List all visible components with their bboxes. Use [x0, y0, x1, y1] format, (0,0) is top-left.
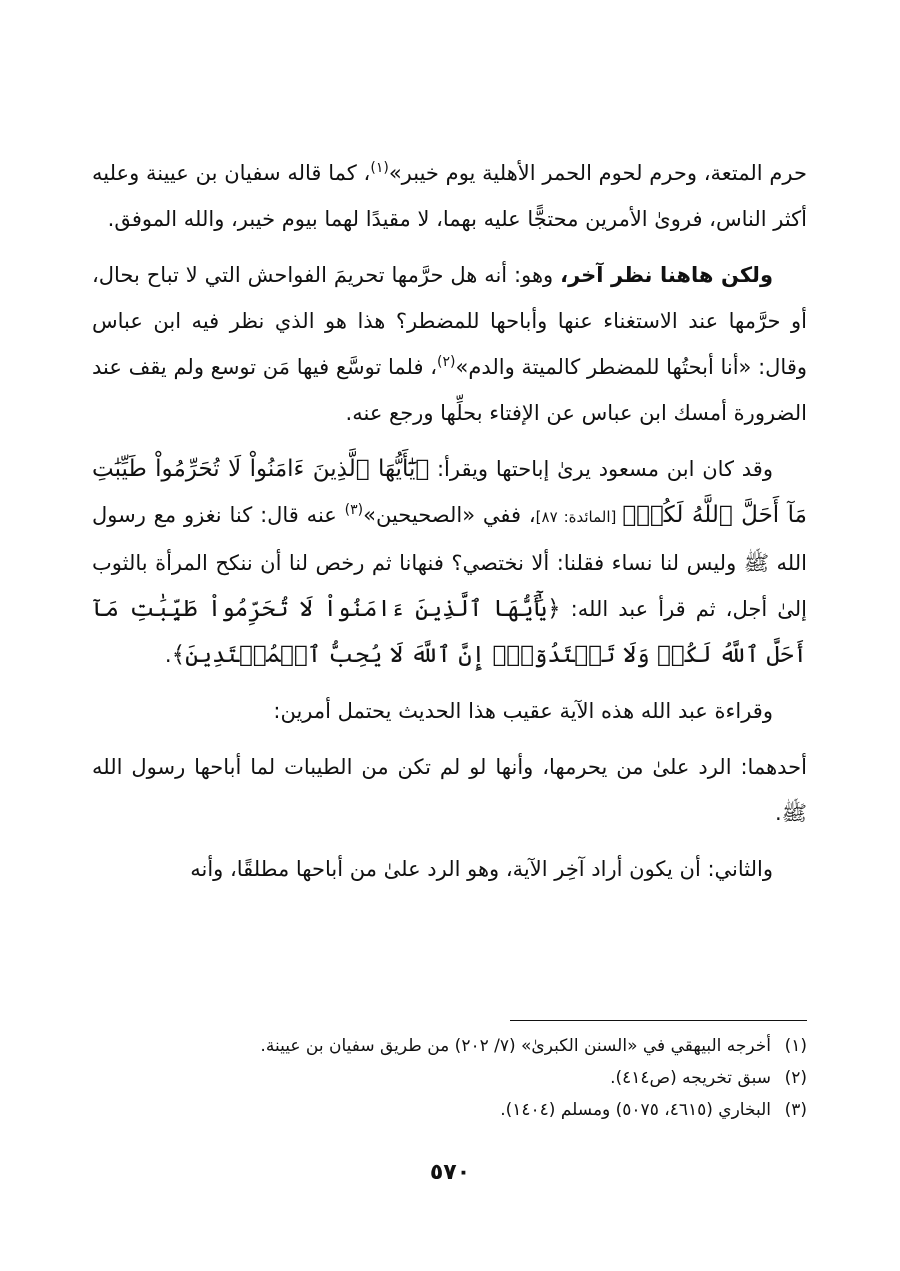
main-text [92, 150, 807, 902]
paragraph-3 [92, 446, 807, 678]
footnote-separator [510, 1020, 807, 1021]
footnote-1 [92, 1030, 807, 1062]
footnote-text: أخرجه البيهقي في «السنن الكبرىٰ» (٧/ ٢٠٢) من طريق سفيان بن عيينة. [260, 1036, 771, 1056]
footnote-3 [92, 1094, 807, 1126]
footnote-text: البخاري (٤٦١٥، ٥٠٧٥) ومسلم (١٤٠٤). [500, 1100, 771, 1120]
p2-lead: ولكن هاهنا نظر آخر، [560, 263, 773, 287]
p2-text-after: ، فلما توسَّع فيها مَن توسع ولم يقف عند الضرورة أمسك ابن عباس عن الإفتاء بحلِّها ورجع عنه. [92, 355, 807, 425]
p3-text-1: وقد كان ابن مسعود يرىٰ إباحتها ويقرأ: [429, 457, 773, 481]
footnotes [92, 1030, 807, 1126]
paragraph-5: أحدهما: الرد علىٰ من يحرمها، وأنها لو لم تكن من الطيبات لما أباحها رسول الله ﷺ. [92, 755, 807, 825]
quran-verse-1: ﴿يَٰٓأَيُّهَا ٱلَّذِينَ ءَامَنُواْ لَا تُحَرِّمُواْ طَيِّبَٰتِ مَآ أَحَلَّ ٱللَّهُ لَكُمۡ﴾ [92, 456, 807, 528]
footnote-ref-2: (٢) [437, 354, 456, 370]
footnote-number: (١) [784, 1036, 807, 1056]
page-number: ٥٧٠ [429, 1160, 471, 1185]
paragraph-4: وقراءة عبد الله هذه الآية عقيب هذا الحديث يحتمل أمرين: [273, 699, 773, 723]
footnote-ref-3: (٣) [344, 502, 364, 518]
p3-text-4: . [164, 643, 172, 667]
p1-text-after: ، كما قاله سفيان بن عيينة وعليه أكثر الناس، فروىٰ الأمرين محتجًّا عليه بهما، لا مقيدًا لهما بيوم خيبر، والله الموفق. [92, 161, 807, 231]
p3-text-3: عنه قال: كنا نغزو مع رسول الله ﷺ وليس لنا نساء فقلنا: ألا نختصي؟ فنهانا ثم رخص لنا أن ننكح المرأة بالثوب إلىٰ أجل، ثم قرأ عبد الله: [92, 503, 807, 621]
footnote-number: (٢) [784, 1068, 807, 1088]
p2-text-before: وهو: أنه هل حرَّمها تحريمَ الفواحش التي لا تباح بحال، أو حرَّمها عند الاستغناء عنها وأباحها للمضطر؟ هذا هو الذي نظر فيه ابن عباس وقال: «أنا أبحتُها للمضطر كالميتة والدم» [92, 263, 807, 379]
p1-text-before: حرم المتعة، وحرم لحوم الحمر الأهلية يوم خيبر» [388, 161, 807, 185]
footnote-number: (٣) [784, 1100, 807, 1120]
verse-reference: [المائدة: ٨٧] [535, 508, 623, 526]
footnote-2 [92, 1062, 807, 1094]
p3-text-2: ، ففي «الصحيحين» [363, 503, 536, 527]
paragraph-2 [92, 252, 807, 436]
footnote-ref-1: (١) [370, 160, 389, 176]
paragraph-6: والثاني: أن يكون أراد آخِر الآية، وهو الرد علىٰ من أباحها مطلقًا، وأنه [190, 857, 773, 881]
quran-verse-2: ﴿يَٰٓأَيُّهَا ٱلَّذِينَ ءَامَنُواْ لَا تُحَرِّمُواْ طَيِّبَٰتِ مَآ أَحَلَّ ٱللَّهُ لَكُمۡ وَلَا تَعۡتَدُوٓاْۚ إِنَّ ٱللَّهَ لَا يُحِبُّ ٱلۡمُعۡتَدِينَ﴾ [92, 596, 807, 668]
paragraph-1 [92, 150, 807, 242]
footnote-text: سبق تخريجه (ص٤١٤). [610, 1068, 771, 1088]
